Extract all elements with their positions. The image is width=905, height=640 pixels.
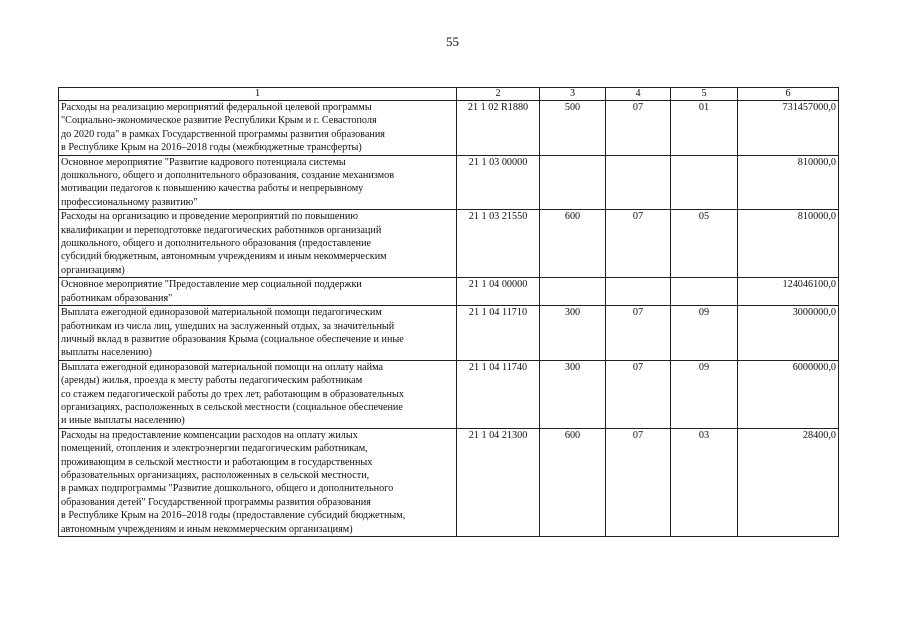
row-description: Основное мероприятие "Предоставление мер социальной поддержки работникам образования" [59,278,457,306]
row-col-3: 300 [540,306,606,361]
row-description: Расходы на организацию и проведение мероприятий по повышению квалификации и переподготовке педагогических работников организаций дошкольного, общего и дополнительного образования (предоставление субсидий бюджетным, автономным учреждениям и иным некоммерческим организациям) [59,210,457,278]
table-row [59,101,839,156]
row-col-3: 600 [540,210,606,278]
page-number: 55 [446,34,459,49]
row-col-4: 07 [606,210,671,278]
row-col-4: 07 [606,306,671,361]
table-row [59,306,839,361]
table-row [59,278,839,306]
row-code: 21 1 04 00000 [457,278,540,306]
row-col-5: 01 [671,101,738,156]
row-amount: 3000000,0 [738,306,839,361]
row-col-4 [606,155,671,210]
row-code: 21 1 04 21300 [457,428,540,536]
row-col-5: 05 [671,210,738,278]
row-col-3: 500 [540,101,606,156]
row-col-3: 300 [540,360,606,428]
row-description: Расходы на реализацию мероприятий федеральной целевой программы "Социально-экономическое развитие Республики Крым и г. Севастополя до 2020 года" в рамках Государственной программы развития образования в Республике Крым на 2016–2018 годы (межбюджетные трансферты) [59,101,457,156]
row-amount: 810000,0 [738,210,839,278]
row-description: Расходы на предоставление компенсации расходов на оплату жилых помещений, отопления и электроэнергии педагогическим работникам, проживающим в сельской местности и работающим в государственных образовательных организациях, расположенных в сельской местности, в рамках подпрограммы "Развитие дошкольного, общего и дополнительного образования детей" Государственной программы развития образования в Республике Крым на 2016–2018 годы (предоставление субсидий бюджетным, автономным учреждениям и иным некоммерческим организациям) [59,428,457,536]
row-col-3 [540,278,606,306]
row-code: 21 1 04 11740 [457,360,540,428]
header-col-6: 6 [738,88,839,101]
header-col-2: 2 [457,88,540,101]
row-col-5: 09 [671,306,738,361]
row-amount: 28400,0 [738,428,839,536]
header-col-4: 4 [606,88,671,101]
row-col-4: 07 [606,360,671,428]
header-col-1: 1 [59,88,457,101]
row-description: Выплата ежегодной единоразовой материальной помощи на оплату найма (аренды) жилья, проезда к месту работы педагогическим работникам со стажем педагогической работы до трех лет, работающим в образовательных организациях, расположенных в сельской местности (социальное обеспечение и иные выплаты населению) [59,360,457,428]
row-col-3 [540,155,606,210]
table-row [59,210,839,278]
row-amount: 124046100,0 [738,278,839,306]
row-col-4: 07 [606,101,671,156]
table-row [59,360,839,428]
row-col-5: 03 [671,428,738,536]
header-col-3: 3 [540,88,606,101]
row-col-5: 09 [671,360,738,428]
row-description: Основное мероприятие "Развитие кадрового потенциала системы дошкольного, общего и дополнительного образования, создание механизмов мотивации педагогов к повышению качества работы и непрерывному профессиональному развитию" [59,155,457,210]
table-row [59,428,839,536]
row-code: 21 1 03 00000 [457,155,540,210]
row-col-5 [671,155,738,210]
header-col-5: 5 [671,88,738,101]
row-amount: 731457000,0 [738,101,839,156]
table-row [59,155,839,210]
row-col-4 [606,278,671,306]
row-code: 21 1 02 R1880 [457,101,540,156]
budget-table [58,87,839,537]
row-code: 21 1 04 11710 [457,306,540,361]
row-col-3: 600 [540,428,606,536]
header-row [59,88,839,101]
row-amount: 810000,0 [738,155,839,210]
row-code: 21 1 03 21550 [457,210,540,278]
row-col-5 [671,278,738,306]
row-description: Выплата ежегодной единоразовой материальной помощи педагогическим работникам из числа лиц, ушедших на заслуженный отдых, за значительный личный вклад в развитие образования Крыма (социальное обеспечение и иные выплаты населению) [59,306,457,361]
row-col-4: 07 [606,428,671,536]
row-amount: 6000000,0 [738,360,839,428]
